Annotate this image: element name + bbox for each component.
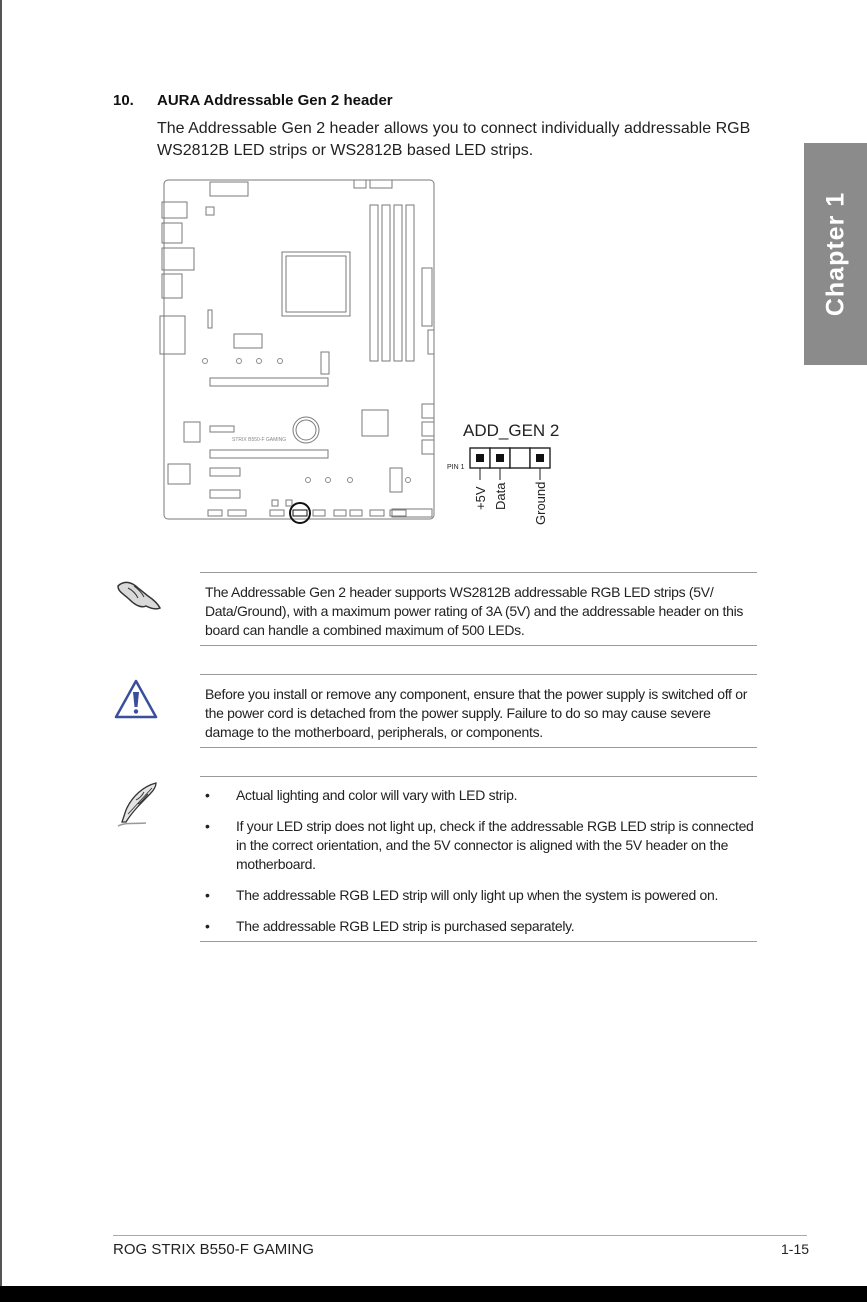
dimm-slot	[370, 205, 378, 361]
footer-divider	[113, 1235, 807, 1236]
notice-divider	[200, 674, 757, 675]
page-left-border	[0, 0, 2, 1286]
pin-4	[536, 454, 544, 462]
bullet-dot: •	[205, 818, 210, 834]
pin-label-5v: +5V	[473, 486, 488, 510]
pin-label-ground: Ground	[533, 481, 548, 525]
list-item	[205, 886, 757, 905]
pcie-slot	[210, 378, 328, 386]
bullet-dot: •	[205, 887, 210, 903]
pin-2	[496, 454, 504, 462]
tips-list	[205, 786, 757, 936]
list-item	[205, 917, 757, 936]
cmos-battery	[293, 417, 319, 443]
pcie-slot	[210, 450, 328, 458]
feather-pen-icon	[114, 780, 160, 833]
notice-text: The Addressable Gen 2 header supports WS2812B addressable RGB LED strips (5V/ Data/Ground), with a maximum power rating of 3A (5V) and the addressable header on this board can handle a combined maximum of 500 LEDs.	[205, 584, 744, 638]
list-item	[205, 817, 757, 874]
pin-cell	[510, 448, 530, 468]
tip-text: The addressable RGB LED strip is purchased separately.	[236, 918, 575, 934]
motherboard-diagram-svg	[140, 170, 580, 540]
chipset	[362, 410, 388, 436]
header-name: ADD_GEN 2	[463, 421, 560, 440]
footer-product-name: ROG STRIX B550-F GAMING	[113, 1241, 314, 1258]
footer-page-number: 1-15	[781, 1241, 810, 1257]
pin-1	[476, 454, 484, 462]
hand-note-icon	[114, 576, 162, 619]
atx-power-connector	[422, 268, 432, 326]
warning-text: Before you install or remove any component, ensure that the power supply is switched off or the power cord is detached from the power supply. Failure to do so may cause severe damage to the motherboard, peripherals, or components.	[205, 686, 748, 740]
bullet-dot: •	[205, 787, 210, 803]
tip-text: The addressable RGB LED strip will only light up when the system is powered on.	[236, 887, 719, 903]
section-number: 10.	[113, 92, 134, 109]
chapter-tab-label: Chapter 1	[821, 191, 849, 317]
dimm-slot	[394, 205, 402, 361]
notice-divider	[200, 747, 757, 748]
tip-text: Actual lighting and color will vary with LED strip.	[236, 787, 518, 803]
dimm-slot	[382, 205, 390, 361]
notice-divider	[200, 776, 757, 777]
chapter-tab	[804, 143, 867, 365]
m2-slot	[321, 352, 329, 374]
list-item	[205, 786, 757, 805]
notice-divider	[200, 645, 757, 646]
cpu-socket	[282, 252, 350, 316]
pin-label-data: Data	[493, 482, 508, 510]
eps-connector	[210, 182, 248, 196]
pin1-label: PIN 1	[447, 464, 465, 471]
rear-io-port	[162, 202, 187, 218]
bullet-dot: •	[205, 918, 210, 934]
section-intro: The Addressable Gen 2 header allows you to connect individually addressable RGB WS2812B LED strips or WS2812B based LED strips.	[157, 120, 751, 159]
notice-divider	[200, 941, 757, 942]
board-silkscreen: STRIX B550-F GAMING	[232, 437, 287, 443]
motherboard-diagram	[140, 170, 580, 545]
section-title: AURA Addressable Gen 2 header	[157, 92, 393, 109]
notice-divider	[200, 572, 757, 573]
warning-triangle-icon	[113, 678, 159, 725]
tip-text: If your LED strip does not light up, check if the addressable RGB LED strip is connected in the correct orientation, and the 5V connector is aligned with the 5V header on the motherboard.	[236, 818, 754, 872]
dimm-slot	[406, 205, 414, 361]
